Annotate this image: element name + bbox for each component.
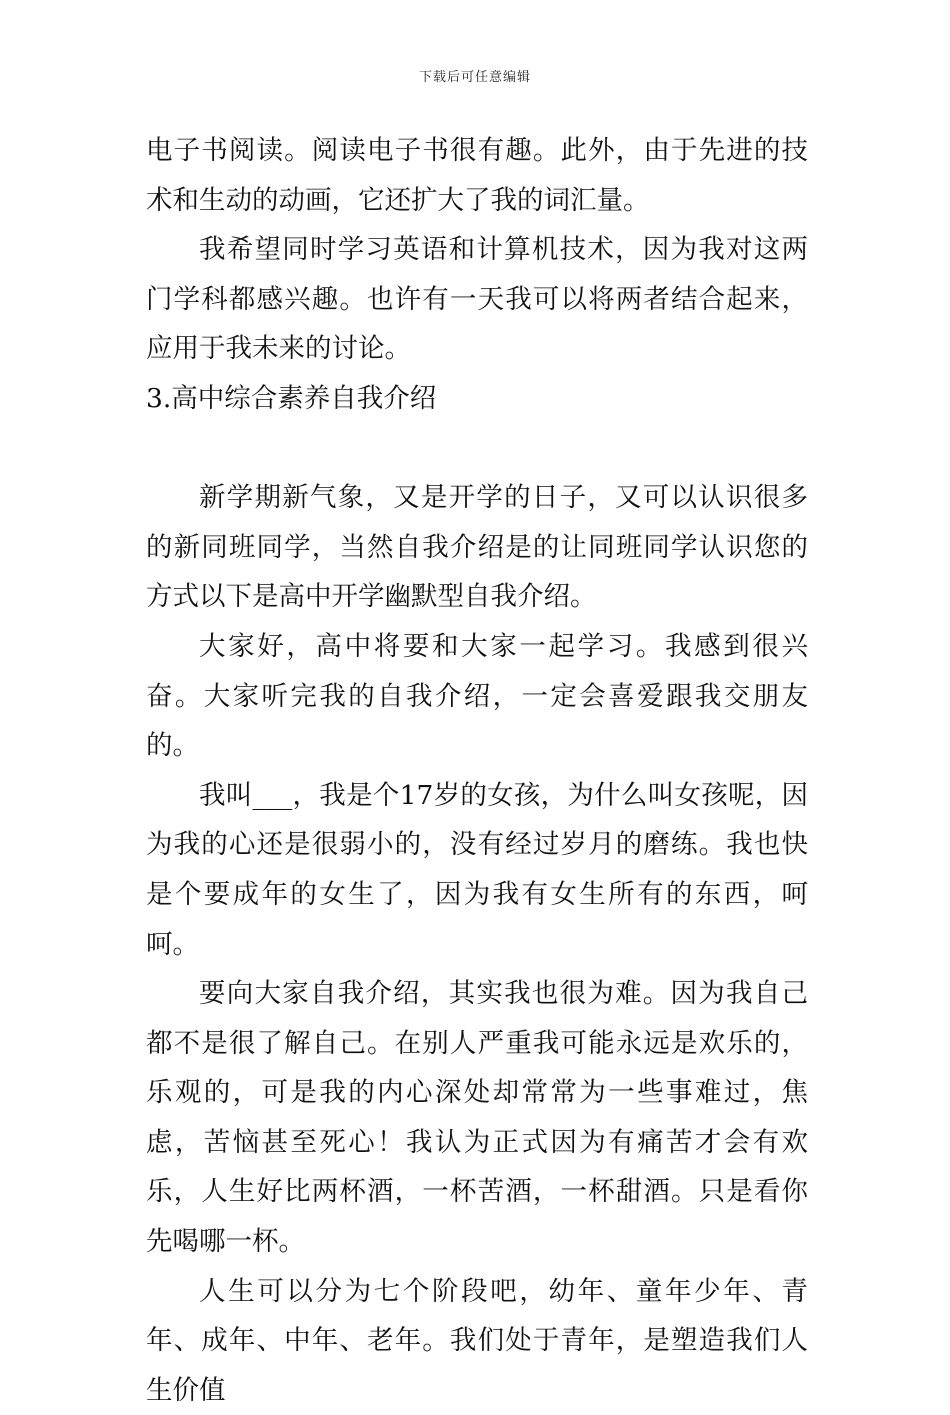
paragraph: 新学期新气象，又是开学的日子，又可以认识很多的新同班同学，当然自我介绍是的让同班同学认识您的方式以下是高中开学幽默型自我介绍。: [146, 482, 808, 613]
document-body: [146, 126, 808, 1415]
paragraph: 电子书阅读。阅读电子书很有趣。此外，由于先进的技术和生动的动画，它还扩大了我的词汇量。: [146, 135, 808, 216]
paragraph: 我希望同时学习英语和计算机技术，因为我对这两门学科都感兴趣。也许有一天我可以将两者结合起来，应用于我未来的讨论。: [146, 234, 808, 365]
section-heading: 3.高中综合素养自我介绍: [146, 382, 437, 414]
paragraph: 要向大家自我介绍，其实我也很为难。因为我自己都不是很了解自己。在别人严重我可能永远是欢乐的，乐观的，可是我的内心深处却常常为一些事难过，焦虑，苦恼甚至死心！我认为正式因为有痛苦才会有欢乐，人生好比两杯酒，一杯苦酒，一杯甜酒。只是看你先喝哪一杯。: [146, 978, 808, 1258]
paragraph: 我叫___，我是个17岁的女孩，为什么叫女孩呢，因为我的心还是很弱小的，没有经过岁月的磨练。我也快是个要成年的女生了，因为我有女生所有的东西，呵呵。: [146, 779, 808, 960]
paragraph: 人生可以分为七个阶段吧，幼年、童年少年、青年、成年、中年、老年。我们处于青年，是塑造我们人生价值: [146, 1275, 808, 1406]
paragraph: 大家好，高中将要和大家一起学习。我感到很兴奋。大家听完我的自我介绍，一定会喜爱跟我交朋友的。: [146, 630, 808, 762]
page-header: 下载后可任意编辑: [418, 70, 531, 85]
